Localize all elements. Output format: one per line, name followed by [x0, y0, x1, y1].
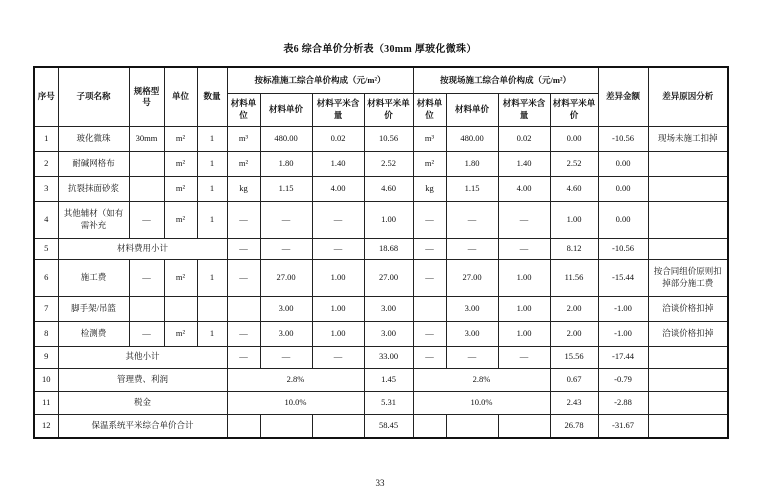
table-cell: 0.00 — [598, 151, 648, 176]
table-cell: 10.56 — [364, 126, 413, 151]
page-number: 33 — [375, 478, 385, 488]
table-cell: 3 — [34, 176, 58, 201]
table-cell: 1.40 — [312, 151, 364, 176]
table-cell: 玻化微珠 — [58, 126, 129, 151]
table-cell: — — [227, 259, 260, 296]
table-cell: — — [260, 346, 312, 368]
table-cell: 12 — [34, 414, 58, 438]
table-cell: 2.00 — [550, 321, 598, 346]
table-cell: 27.00 — [446, 259, 498, 296]
table-cell: m² — [164, 151, 197, 176]
table-cell: 1.80 — [260, 151, 312, 176]
table-cell: — — [498, 238, 550, 259]
table-cell: 1.00 — [312, 296, 364, 321]
table-cell — [648, 414, 728, 438]
header-standard-group: 按标准施工综合单价构成（元/m²） — [227, 67, 413, 93]
table-row — [34, 368, 728, 391]
table-cell: 480.00 — [446, 126, 498, 151]
table-row — [34, 201, 728, 238]
table-cell: 30mm — [129, 126, 164, 151]
table-cell: m² — [164, 321, 197, 346]
table-cell — [648, 368, 728, 391]
table-cell — [227, 296, 260, 321]
table-cell — [312, 414, 364, 438]
table-cell: 4.00 — [498, 176, 550, 201]
table-cell: — — [227, 321, 260, 346]
table-cell: 1.00 — [312, 321, 364, 346]
table-cell: 27.00 — [260, 259, 312, 296]
table-cell: m² — [164, 259, 197, 296]
table-cell: 4 — [34, 201, 58, 238]
table-cell: 11 — [34, 391, 58, 414]
table-row — [34, 126, 728, 151]
table-cell — [164, 296, 197, 321]
table-cell: 11.56 — [550, 259, 598, 296]
table-cell: 3.00 — [364, 296, 413, 321]
table-cell: 其他辅材（如有需补充 — [58, 201, 129, 238]
table-cell: 3.00 — [260, 296, 312, 321]
header-spec: 规格型号 — [129, 67, 164, 126]
table-cell — [648, 238, 728, 259]
header-site-mat-sqm-price: 材料平米单价 — [550, 93, 598, 126]
table-cell: 0.00 — [598, 176, 648, 201]
table-cell: 0.02 — [312, 126, 364, 151]
header-item: 子项名称 — [58, 67, 129, 126]
table-cell: — — [227, 238, 260, 259]
table-row — [34, 391, 728, 414]
table-cell: 8 — [34, 321, 58, 346]
table-row — [34, 151, 728, 176]
header-diff-amount: 差异金额 — [598, 67, 648, 126]
table-cell: 抗裂抹面砂浆 — [58, 176, 129, 201]
table-cell: — — [413, 259, 446, 296]
table-cell — [648, 151, 728, 176]
header-qty: 数量 — [197, 67, 227, 126]
table-cell — [260, 414, 312, 438]
table-cell: 1.15 — [260, 176, 312, 201]
table-cell: 26.78 — [550, 414, 598, 438]
table-cell: 洽谈价格扣掉 — [648, 321, 728, 346]
table-row — [34, 414, 728, 438]
table-cell: 管理费、利润 — [58, 368, 227, 391]
table-cell: 2 — [34, 151, 58, 176]
table-cell: — — [312, 346, 364, 368]
header-site-group: 按现场施工综合单价构成（元/m²） — [413, 67, 598, 93]
table-cell: 3.00 — [446, 321, 498, 346]
table-cell: 1.00 — [312, 259, 364, 296]
table-cell: 1.80 — [446, 151, 498, 176]
table-cell: 1.40 — [498, 151, 550, 176]
table-cell: — — [498, 346, 550, 368]
table-cell: 1 — [197, 151, 227, 176]
header-unit: 单位 — [164, 67, 197, 126]
table-row — [34, 321, 728, 346]
table-cell: m² — [164, 201, 197, 238]
table-cell — [129, 151, 164, 176]
table-cell: 5.31 — [364, 391, 413, 414]
table-cell: — — [227, 201, 260, 238]
table-cell: 33.00 — [364, 346, 413, 368]
table-cell: 税金 — [58, 391, 227, 414]
table-cell: 1 — [197, 321, 227, 346]
table-cell: 2.43 — [550, 391, 598, 414]
table-row — [34, 238, 728, 259]
header-seq: 序号 — [34, 67, 58, 126]
table-cell: 1 — [197, 259, 227, 296]
header-site-mat-price: 材料单价 — [446, 93, 498, 126]
table-cell: 4.60 — [550, 176, 598, 201]
table-cell — [197, 296, 227, 321]
table-cell: — — [227, 346, 260, 368]
header-group-row — [34, 67, 728, 93]
table-cell: 2.8% — [413, 368, 550, 391]
table-cell: -2.88 — [598, 391, 648, 414]
table-cell: kg — [413, 176, 446, 201]
table-cell — [648, 201, 728, 238]
table-cell: 1.00 — [498, 259, 550, 296]
table-cell: — — [129, 321, 164, 346]
table-cell: 其他小计 — [58, 346, 227, 368]
table-cell: 0.67 — [550, 368, 598, 391]
table-cell: 3.00 — [446, 296, 498, 321]
table-cell: 10.0% — [413, 391, 550, 414]
table-cell: 4.00 — [312, 176, 364, 201]
table-cell: 洽谈价格扣掉 — [648, 296, 728, 321]
table-cell: 5 — [34, 238, 58, 259]
table-cell — [413, 414, 446, 438]
table-cell: -1.00 — [598, 296, 648, 321]
table-cell: 1.00 — [498, 296, 550, 321]
table-cell: — — [413, 238, 446, 259]
unit-price-analysis-table — [33, 66, 729, 439]
table-cell — [648, 176, 728, 201]
table-cell: 1.00 — [550, 201, 598, 238]
table-cell: — — [498, 201, 550, 238]
table-cell — [129, 176, 164, 201]
header-diff-reason: 差异原因分析 — [648, 67, 728, 126]
table-cell: 7 — [34, 296, 58, 321]
table-row — [34, 259, 728, 296]
table-cell: — — [446, 238, 498, 259]
table-cell: — — [260, 238, 312, 259]
table-cell: 1.00 — [498, 321, 550, 346]
table-cell: 10.0% — [227, 391, 364, 414]
table-cell: 15.56 — [550, 346, 598, 368]
table-cell: 2.8% — [227, 368, 364, 391]
table-cell: 材料费用小计 — [58, 238, 227, 259]
table-cell: 0.00 — [550, 126, 598, 151]
table-cell: 检测费 — [58, 321, 129, 346]
table-cell: — — [129, 259, 164, 296]
table-cell: m² — [227, 151, 260, 176]
unit-price-analysis-table-wrap — [33, 66, 729, 439]
table-cell: — — [312, 201, 364, 238]
table-cell: — — [446, 201, 498, 238]
header-standard-mat-sqm-price: 材料平米单价 — [364, 93, 413, 126]
table-cell: — — [446, 346, 498, 368]
table-cell: — — [413, 346, 446, 368]
table-cell: 1 — [34, 126, 58, 151]
table-cell: 1 — [197, 126, 227, 151]
table-cell: 脚手架/吊篮 — [58, 296, 129, 321]
table-cell: 耐碱网格布 — [58, 151, 129, 176]
table-cell: m³ — [227, 126, 260, 151]
table-cell: 3.00 — [364, 321, 413, 346]
table-cell: 6 — [34, 259, 58, 296]
table-cell: -1.00 — [598, 321, 648, 346]
table-cell — [227, 414, 260, 438]
table-row — [34, 346, 728, 368]
table-cell: — — [260, 201, 312, 238]
table-cell — [129, 296, 164, 321]
table-cell: 1.45 — [364, 368, 413, 391]
table-cell: 0.00 — [598, 201, 648, 238]
table-cell — [498, 414, 550, 438]
table-cell: m² — [164, 126, 197, 151]
table-cell: 8.12 — [550, 238, 598, 259]
table-cell: 按合同组价原则扣掉部分施工费 — [648, 259, 728, 296]
table-body — [34, 126, 728, 438]
table-cell: 18.68 — [364, 238, 413, 259]
header-standard-mat-unit: 材料单位 — [227, 93, 260, 126]
table-cell: 480.00 — [260, 126, 312, 151]
table-cell: m² — [164, 176, 197, 201]
table-cell: 2.00 — [550, 296, 598, 321]
table-cell: 1 — [197, 176, 227, 201]
table-cell: 10 — [34, 368, 58, 391]
table-cell: — — [413, 321, 446, 346]
table-cell: m³ — [413, 126, 446, 151]
table-cell: 1.00 — [364, 201, 413, 238]
table-cell — [446, 414, 498, 438]
table-cell: — — [413, 201, 446, 238]
table-cell: 58.45 — [364, 414, 413, 438]
table-cell: — — [129, 201, 164, 238]
table-cell — [648, 391, 728, 414]
table-cell: 3.00 — [260, 321, 312, 346]
table-cell — [413, 296, 446, 321]
table-cell: m² — [413, 151, 446, 176]
table-cell: 0.02 — [498, 126, 550, 151]
table-cell: -0.79 — [598, 368, 648, 391]
table-head — [34, 67, 728, 126]
table-cell: -17.44 — [598, 346, 648, 368]
table-cell: 现场未施工扣掉 — [648, 126, 728, 151]
table-cell: -10.56 — [598, 126, 648, 151]
table-cell: 27.00 — [364, 259, 413, 296]
table-cell: 1.15 — [446, 176, 498, 201]
table-cell: 2.52 — [550, 151, 598, 176]
table-cell: -15.44 — [598, 259, 648, 296]
table-cell: 2.52 — [364, 151, 413, 176]
table-cell: -31.67 — [598, 414, 648, 438]
table-cell: 1 — [197, 201, 227, 238]
page-title: 表6 综合单价分析表（30mm 厚玻化微珠） — [283, 44, 477, 55]
table-cell: 4.60 — [364, 176, 413, 201]
header-standard-mat-price: 材料单价 — [260, 93, 312, 126]
table-cell: 施工费 — [58, 259, 129, 296]
table-row — [34, 176, 728, 201]
table-cell: -10.56 — [598, 238, 648, 259]
table-row — [34, 296, 728, 321]
header-site-mat-unit: 材料单位 — [413, 93, 446, 126]
header-site-mat-sqm-content: 材料平米含量 — [498, 93, 550, 126]
table-cell: kg — [227, 176, 260, 201]
header-standard-mat-sqm-content: 材料平米含量 — [312, 93, 364, 126]
table-cell — [648, 346, 728, 368]
table-cell: 保温系统平米综合单价合计 — [58, 414, 227, 438]
table-cell: 9 — [34, 346, 58, 368]
table-cell: — — [312, 238, 364, 259]
